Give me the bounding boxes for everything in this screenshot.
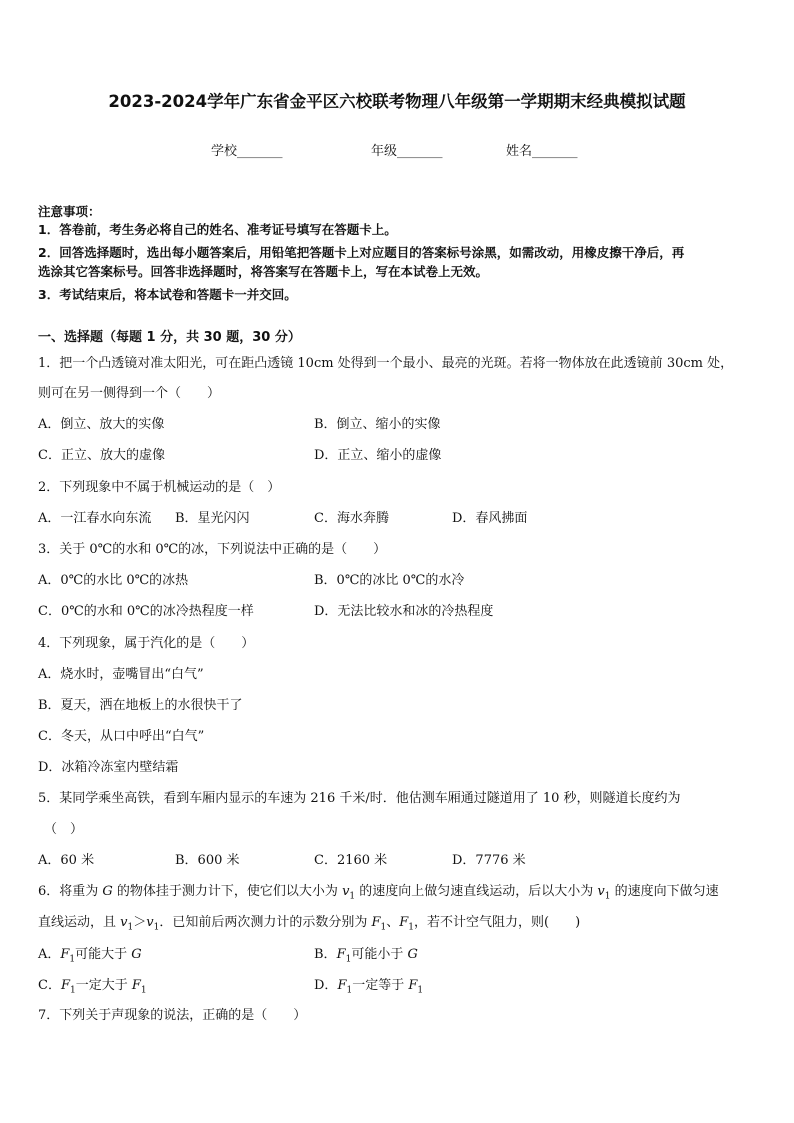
q6-force-symbol: F bbox=[408, 978, 418, 993]
q6-stem bbox=[38, 883, 719, 906]
q3-option-a: A．0℃的水比 0℃的冰热 bbox=[38, 573, 189, 588]
q6-text: 直线运动，且 bbox=[38, 915, 121, 930]
q1-option-a: A．倒立、放大的实像 bbox=[38, 417, 165, 432]
note-item-3: 3．考试结束后，将本试卷和答题卡一并交回。 bbox=[38, 287, 297, 302]
q2-option-d: D．春风拂面 bbox=[452, 511, 528, 526]
q1-stem-cont: 则可在另一侧得到一个（ ） bbox=[38, 386, 221, 401]
q1-stem: 1．把一个凸透镜对准太阳光，可在距凸透镜 10cm 处得到一个最小、最亮的光斑。若将一物体放在此透镜前 30cm 处， bbox=[38, 356, 734, 371]
name-field: 姓名_______ bbox=[506, 144, 578, 159]
q6-subscript: 1 bbox=[349, 891, 356, 902]
q6-subscript: 1 bbox=[69, 954, 76, 965]
q6-text: ，若不计空气阻力，则( ) bbox=[414, 915, 581, 930]
q6-greater-than: ＞ bbox=[133, 915, 147, 930]
q6-text: 的速度向下做匀速 bbox=[610, 884, 719, 899]
q6-subscript: 1 bbox=[140, 985, 147, 996]
q6-option-b bbox=[314, 946, 418, 969]
q6-velocity-symbol: v bbox=[120, 915, 128, 930]
q2-stem: 2．下列现象中不属于机械运动的是（ ） bbox=[38, 480, 281, 495]
note-item-1: 1．答卷前，考生务必将自己的姓名、准考证号填写在答题卡上。 bbox=[38, 222, 397, 237]
note-item-2: 2．回答选择题时，选出每小题答案后，用铅笔把答题卡上对应题目的答案标号涂黑，如需改动，用橡皮擦干净后，再 bbox=[38, 245, 685, 260]
q5-option-b: B．600 米 bbox=[175, 853, 240, 868]
q6-velocity-symbol: v bbox=[342, 884, 350, 899]
q6-subscript: 1 bbox=[380, 922, 387, 933]
q6-subscript: 1 bbox=[345, 954, 352, 965]
q5-option-a: A．60 米 bbox=[38, 853, 95, 868]
option-text: 可能大于 bbox=[75, 947, 132, 962]
q6-velocity-symbol: v bbox=[146, 915, 154, 930]
q6-stem-cont bbox=[38, 914, 580, 937]
school-field: 学校_______ bbox=[211, 144, 283, 159]
q5-option-d: D．7776 米 bbox=[452, 853, 526, 868]
q2-option-a: A．一江春水向东流 bbox=[38, 511, 152, 526]
section-heading: 一、选择题（每题 1 分，共 30 题，30 分） bbox=[38, 330, 301, 345]
q6-subscript: 1 bbox=[346, 985, 353, 996]
q5-option-c: C．2160 米 bbox=[314, 853, 388, 868]
note-item-2-cont: 选涂其它答案标号。回答非选择题时，将答案写在答题卡上，写在本试卷上无效。 bbox=[38, 264, 489, 279]
q3-option-b: B．0℃的冰比 0℃的水冷 bbox=[314, 573, 465, 588]
q6-subscript: 1 bbox=[417, 985, 424, 996]
q6-velocity-symbol: v bbox=[597, 884, 605, 899]
q6-separator: 、 bbox=[386, 915, 400, 930]
option-letter: D． bbox=[314, 978, 338, 993]
q5-stem-cont: （ ） bbox=[44, 822, 84, 837]
grade-field: 年级_______ bbox=[371, 144, 443, 159]
q6-force-symbol: F bbox=[60, 947, 70, 962]
q6-weight-symbol: G bbox=[131, 947, 142, 962]
q6-option-d bbox=[314, 977, 423, 1000]
q6-subscript: 1 bbox=[127, 922, 134, 933]
q6-text: 的速度向上做匀速直线运动，后以大小为 bbox=[355, 884, 598, 899]
q6-subscript: 1 bbox=[604, 891, 611, 902]
notes-heading: 注意事项： bbox=[38, 204, 101, 219]
option-text: 一定大于 bbox=[75, 978, 132, 993]
q4-option-d: D．冰箱冷冻室内壁结霜 bbox=[38, 760, 179, 775]
q6-force-symbol: F bbox=[399, 915, 409, 930]
q6-force-symbol: F bbox=[60, 978, 70, 993]
q1-option-c: C．正立、放大的虚像 bbox=[38, 448, 165, 463]
q6-force-symbol: F bbox=[131, 978, 141, 993]
q4-option-c: C．冬天，从口中呼出“白气” bbox=[38, 729, 205, 744]
q6-force-symbol: F bbox=[336, 947, 346, 962]
q6-subscript: 1 bbox=[153, 922, 160, 933]
option-text: 可能小于 bbox=[351, 947, 408, 962]
q3-stem: 3．关于 0℃的水和 0℃的冰，下列说法中正确的是（ ） bbox=[38, 542, 387, 557]
page-title: 2023-2024学年广东省金平区六校联考物理八年级第一学期期末经典模拟试题 bbox=[108, 92, 686, 111]
q6-subscript: 1 bbox=[408, 922, 415, 933]
option-letter: A． bbox=[38, 947, 61, 962]
q6-option-a bbox=[38, 946, 142, 969]
q6-text: ．已知前后两次测力计的示数分别为 bbox=[159, 915, 372, 930]
q3-option-c: C．0℃的水和 0℃的冰冷热程度一样 bbox=[38, 604, 254, 619]
option-text: 一定等于 bbox=[352, 978, 409, 993]
option-letter: B． bbox=[314, 947, 337, 962]
q5-stem: 5．某同学乘坐高铁，看到车厢内显示的车速为 216 千米/时．他估测车厢通过隧道用了 10 秒，则隧道长度约为 bbox=[38, 791, 681, 806]
q6-weight-symbol: G bbox=[102, 884, 113, 899]
q7-stem: 7．下列关于声现象的说法，正确的是（ ） bbox=[38, 1008, 307, 1023]
q3-option-d: D．无法比较水和冰的冷热程度 bbox=[314, 604, 494, 619]
q6-subscript: 1 bbox=[69, 985, 76, 996]
q1-option-b: B．倒立、缩小的实像 bbox=[314, 417, 441, 432]
q6-text: 的物体挂于测力计下，使它们以大小为 bbox=[112, 884, 343, 899]
q6-text: 6．将重为 bbox=[38, 884, 103, 899]
q6-weight-symbol: G bbox=[407, 947, 418, 962]
q2-option-b: B．星光闪闪 bbox=[175, 511, 250, 526]
q4-stem: 4．下列现象，属于汽化的是（ ） bbox=[38, 636, 255, 651]
q4-option-a: A．烧水时，壶嘴冒出“白气” bbox=[38, 667, 204, 682]
q6-force-symbol: F bbox=[371, 915, 381, 930]
q2-option-c: C．海水奔腾 bbox=[314, 511, 389, 526]
q1-option-d: D．正立、缩小的虚像 bbox=[314, 448, 442, 463]
option-letter: C． bbox=[38, 978, 61, 993]
q4-option-b: B．夏天，洒在地板上的水很快干了 bbox=[38, 698, 243, 713]
q6-option-c bbox=[38, 977, 147, 1000]
q6-force-symbol: F bbox=[337, 978, 347, 993]
